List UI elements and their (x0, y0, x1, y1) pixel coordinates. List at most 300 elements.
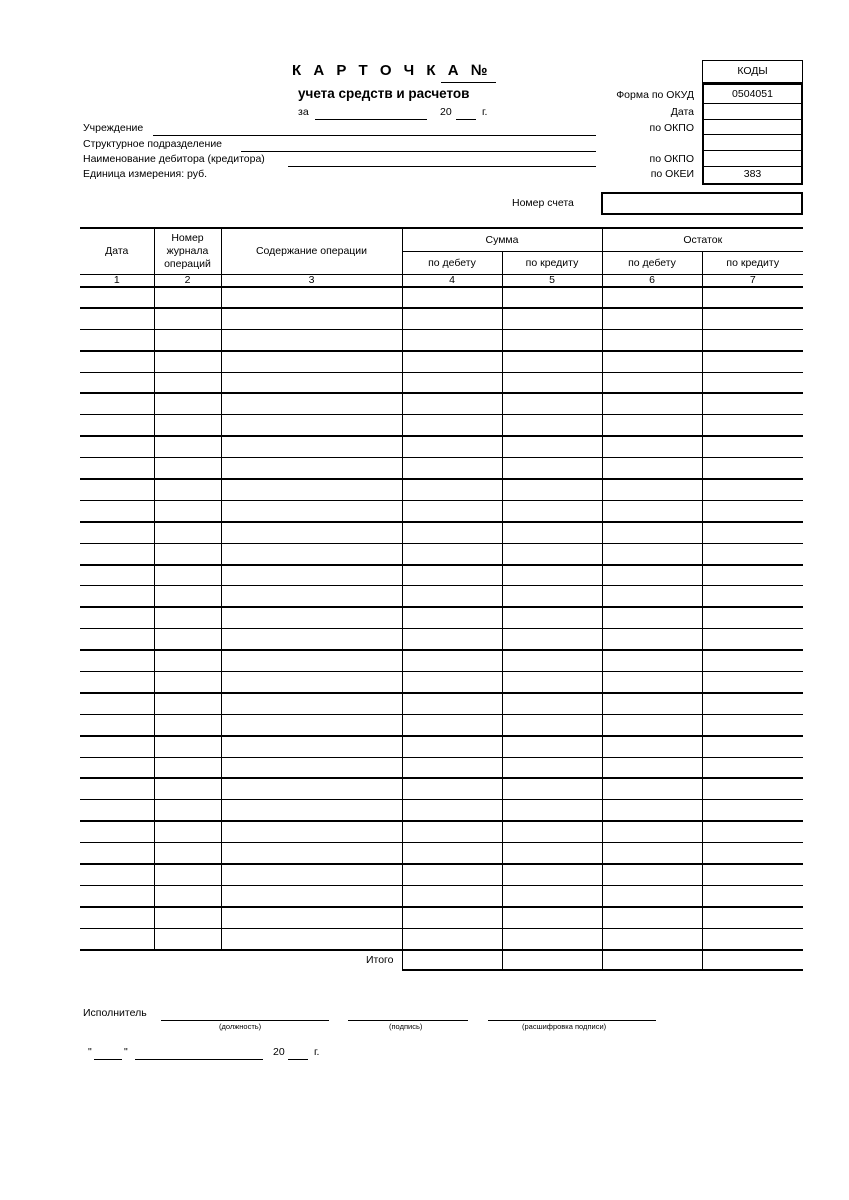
balance-credit-cell[interactable] (702, 458, 803, 479)
balance-debit-cell[interactable] (602, 543, 702, 564)
sum-debit-cell[interactable] (402, 821, 502, 842)
journal-cell[interactable] (154, 885, 221, 906)
date-cell[interactable] (80, 800, 154, 821)
date-cell[interactable] (80, 693, 154, 714)
total-label: Итого (365, 954, 394, 967)
journal-cell[interactable] (154, 928, 221, 949)
month-field[interactable] (135, 1059, 263, 1060)
table-row (80, 329, 803, 350)
sum-credit-cell[interactable] (502, 736, 602, 757)
sum-credit-cell[interactable] (502, 287, 602, 308)
account-number-field[interactable] (601, 192, 803, 215)
journal-cell[interactable] (154, 757, 221, 778)
content-cell[interactable] (221, 565, 402, 586)
total-balance-debit[interactable] (602, 950, 702, 970)
table-row (80, 800, 803, 821)
sum-credit-cell[interactable] (502, 693, 602, 714)
table-row (80, 479, 803, 500)
form-title: К А Р Т О Ч К А № (292, 62, 492, 79)
okud-code[interactable]: 0504051 (704, 85, 801, 104)
balance-credit-cell[interactable] (702, 329, 803, 350)
period-field[interactable] (315, 119, 427, 120)
sum-credit-cell[interactable] (502, 672, 602, 693)
journal-cell[interactable] (154, 458, 221, 479)
balance-credit-cell[interactable] (702, 565, 803, 586)
year-suffix: г. (482, 106, 488, 118)
sum-credit-cell[interactable] (502, 928, 602, 949)
balance-debit-cell[interactable] (602, 821, 702, 842)
day-field[interactable] (94, 1059, 122, 1060)
balance-credit-cell[interactable] (702, 800, 803, 821)
date-cell[interactable] (80, 714, 154, 735)
journal-cell[interactable] (154, 800, 221, 821)
card-number-field[interactable] (441, 82, 496, 83)
balance-debit-cell[interactable] (602, 885, 702, 906)
table-row (80, 308, 803, 329)
sum-credit-cell[interactable] (502, 500, 602, 521)
institution-label: Учреждение (83, 122, 144, 134)
balance-debit-cell[interactable] (602, 693, 702, 714)
content-cell[interactable] (221, 885, 402, 906)
journal-cell[interactable] (154, 907, 221, 928)
content-cell[interactable] (221, 757, 402, 778)
content-cell[interactable] (221, 821, 402, 842)
content-cell[interactable] (221, 351, 402, 372)
content-cell[interactable] (221, 907, 402, 928)
position-caption: (должность) (219, 1022, 262, 1031)
sum-debit-cell[interactable] (402, 607, 502, 628)
content-cell[interactable] (221, 329, 402, 350)
content-cell[interactable] (221, 522, 402, 543)
journal-cell[interactable] (154, 864, 221, 885)
total-balance-credit[interactable] (702, 950, 803, 970)
sum-debit-cell[interactable] (402, 928, 502, 949)
balance-debit-cell[interactable] (602, 458, 702, 479)
balance-credit-cell[interactable] (702, 436, 803, 457)
date-cell[interactable] (80, 329, 154, 350)
table-row (80, 672, 803, 693)
content-cell[interactable] (221, 843, 402, 864)
sum-credit-cell[interactable] (502, 864, 602, 885)
balance-debit-cell[interactable] (602, 629, 702, 650)
content-cell[interactable] (221, 372, 402, 393)
date-cell[interactable] (80, 629, 154, 650)
form-subtitle: учета средств и расчетов (298, 86, 470, 101)
ledger-body (80, 287, 803, 950)
date-cell[interactable] (80, 543, 154, 564)
balance-debit-cell[interactable] (602, 372, 702, 393)
sum-debit-cell[interactable] (402, 629, 502, 650)
balance-debit-cell[interactable] (602, 907, 702, 928)
balance-credit-cell[interactable] (702, 287, 803, 308)
group-sum-header: Сумма (402, 228, 602, 251)
blank-code[interactable] (704, 135, 801, 151)
okpo-code-1[interactable] (704, 120, 801, 135)
balance-debit-cell[interactable] (602, 757, 702, 778)
balance-credit-cell[interactable] (702, 351, 803, 372)
total-sum-debit[interactable] (402, 950, 502, 970)
balance-debit-cell[interactable] (602, 650, 702, 671)
balance-debit-cell[interactable] (602, 308, 702, 329)
sum-credit-cell[interactable] (502, 714, 602, 735)
sum-credit-cell[interactable] (502, 586, 602, 607)
sum-debit-cell[interactable] (402, 458, 502, 479)
sum-debit-cell[interactable] (402, 565, 502, 586)
decoding-field[interactable] (488, 1020, 656, 1021)
balance-credit-cell[interactable] (702, 522, 803, 543)
balance-credit-cell[interactable] (702, 821, 803, 842)
balance-credit-cell[interactable] (702, 672, 803, 693)
okei-code[interactable]: 383 (743, 168, 762, 180)
institution-field[interactable] (153, 135, 596, 136)
date-cell[interactable] (80, 672, 154, 693)
year-prefix: 20 (440, 106, 452, 118)
table-row (80, 607, 803, 628)
sum-debit-cell[interactable] (402, 500, 502, 521)
content-cell[interactable] (221, 287, 402, 308)
balance-credit-cell[interactable] (702, 543, 803, 564)
sum-credit-cell[interactable] (502, 351, 602, 372)
journal-cell[interactable] (154, 843, 221, 864)
sum-credit-cell[interactable] (502, 479, 602, 500)
sum-debit-cell[interactable] (402, 436, 502, 457)
table-row (80, 522, 803, 543)
balance-credit-cell[interactable] (702, 629, 803, 650)
journal-cell[interactable] (154, 351, 221, 372)
col-num-7: 7 (702, 274, 803, 287)
balance-debit-cell[interactable] (602, 436, 702, 457)
balance-debit-cell[interactable] (602, 500, 702, 521)
content-cell[interactable] (221, 714, 402, 735)
sum-debit-cell[interactable] (402, 885, 502, 906)
balance-credit-cell[interactable] (702, 372, 803, 393)
balance-debit-cell[interactable] (602, 736, 702, 757)
content-cell[interactable] (221, 800, 402, 821)
subdivision-field[interactable] (241, 151, 596, 152)
sum-debit-cell[interactable] (402, 351, 502, 372)
journal-cell[interactable] (154, 650, 221, 671)
date-label: Дата (670, 106, 694, 118)
sum-credit-cell[interactable] (502, 372, 602, 393)
balance-credit-cell[interactable] (702, 736, 803, 757)
balance-debit-cell[interactable] (602, 329, 702, 350)
date-cell[interactable] (80, 843, 154, 864)
date-cell[interactable] (80, 522, 154, 543)
balance-credit-cell[interactable] (702, 479, 803, 500)
journal-cell[interactable] (154, 479, 221, 500)
sum-credit-cell[interactable] (502, 415, 602, 436)
date-cell[interactable] (80, 308, 154, 329)
unit-label: Единица измерения: руб. (83, 168, 208, 180)
balance-debit-cell[interactable] (602, 800, 702, 821)
table-row (80, 629, 803, 650)
date-cell[interactable] (80, 885, 154, 906)
content-cell[interactable] (221, 864, 402, 885)
sum-credit-cell[interactable] (502, 329, 602, 350)
sum-credit-cell[interactable] (502, 757, 602, 778)
signature-field[interactable] (348, 1020, 468, 1021)
sum-debit-cell[interactable] (402, 864, 502, 885)
date-cell[interactable] (80, 586, 154, 607)
journal-cell[interactable] (154, 372, 221, 393)
content-cell[interactable] (221, 693, 402, 714)
sum-debit-cell[interactable] (402, 714, 502, 735)
sum-debit-cell[interactable] (402, 372, 502, 393)
quote-open: " (88, 1046, 92, 1058)
sum-debit-cell[interactable] (402, 329, 502, 350)
date-cell[interactable] (80, 351, 154, 372)
sum-debit-cell[interactable] (402, 479, 502, 500)
journal-cell[interactable] (154, 736, 221, 757)
journal-cell[interactable] (154, 672, 221, 693)
balance-credit-cell[interactable] (702, 778, 803, 799)
table-row (80, 500, 803, 521)
table-row (80, 436, 803, 457)
ledger-table (80, 227, 803, 971)
total-sum-credit[interactable] (502, 950, 602, 970)
sum-credit-cell[interactable] (502, 436, 602, 457)
content-cell[interactable] (221, 500, 402, 521)
okpo-code-2[interactable] (704, 151, 801, 167)
content-cell[interactable] (221, 928, 402, 949)
balance-debit-cell[interactable] (602, 672, 702, 693)
date-cell[interactable] (80, 287, 154, 308)
balance-debit-cell[interactable] (602, 778, 702, 799)
content-cell[interactable] (221, 650, 402, 671)
codes-header: КОДЫ (702, 60, 803, 83)
balance-debit-cell[interactable] (602, 351, 702, 372)
account-label: Номер счета (512, 197, 574, 209)
okud-label: Форма по ОКУД (616, 89, 694, 101)
col-content-header: Содержание операции (221, 228, 402, 274)
balance-credit-header: по кредиту (702, 251, 803, 274)
table-row (80, 415, 803, 436)
table-row (80, 372, 803, 393)
date-cell[interactable] (80, 415, 154, 436)
journal-cell[interactable] (154, 586, 221, 607)
balance-credit-cell[interactable] (702, 757, 803, 778)
balance-debit-cell[interactable] (602, 522, 702, 543)
sum-credit-cell[interactable] (502, 565, 602, 586)
sum-debit-cell[interactable] (402, 308, 502, 329)
sum-credit-cell[interactable] (502, 458, 602, 479)
journal-cell[interactable] (154, 693, 221, 714)
journal-cell[interactable] (154, 436, 221, 457)
table-row (80, 843, 803, 864)
balance-credit-cell[interactable] (702, 885, 803, 906)
okei-label: по ОКЕИ (650, 168, 694, 180)
sum-credit-cell[interactable] (502, 543, 602, 564)
col-num-4: 4 (402, 274, 502, 287)
balance-debit-cell[interactable] (602, 393, 702, 414)
journal-cell[interactable] (154, 778, 221, 799)
table-row (80, 821, 803, 842)
signature-caption: (подпись) (389, 1022, 423, 1031)
sum-debit-cell[interactable] (402, 287, 502, 308)
sum-debit-cell[interactable] (402, 778, 502, 799)
balance-credit-cell[interactable] (702, 607, 803, 628)
col-num-3: 3 (221, 274, 402, 287)
balance-credit-cell[interactable] (702, 928, 803, 949)
date-cell[interactable] (80, 736, 154, 757)
balance-debit-cell[interactable] (602, 565, 702, 586)
sum-debit-cell[interactable] (402, 672, 502, 693)
table-row (80, 693, 803, 714)
sum-debit-cell[interactable] (402, 736, 502, 757)
sum-credit-cell[interactable] (502, 778, 602, 799)
date-cell[interactable] (80, 500, 154, 521)
table-row (80, 458, 803, 479)
table-row (80, 650, 803, 671)
journal-cell[interactable] (154, 522, 221, 543)
footer-year-suffix: г. (314, 1046, 320, 1058)
content-cell[interactable] (221, 436, 402, 457)
journal-cell[interactable] (154, 565, 221, 586)
balance-debit-cell[interactable] (602, 607, 702, 628)
content-cell[interactable] (221, 479, 402, 500)
balance-credit-cell[interactable] (702, 843, 803, 864)
balance-debit-cell[interactable] (602, 714, 702, 735)
sum-credit-cell[interactable] (502, 885, 602, 906)
sum-credit-cell[interactable] (502, 843, 602, 864)
table-row (80, 565, 803, 586)
date-cell[interactable] (80, 372, 154, 393)
date-cell[interactable] (80, 821, 154, 842)
balance-debit-cell[interactable] (602, 415, 702, 436)
balance-credit-cell[interactable] (702, 693, 803, 714)
sum-debit-cell[interactable] (402, 650, 502, 671)
table-row (80, 907, 803, 928)
date-cell[interactable] (80, 907, 154, 928)
sum-credit-cell[interactable] (502, 522, 602, 543)
balance-credit-cell[interactable] (702, 907, 803, 928)
okpo-label-2: по ОКПО (649, 153, 694, 165)
sum-debit-cell[interactable] (402, 843, 502, 864)
balance-debit-cell[interactable] (602, 928, 702, 949)
date-code[interactable] (704, 104, 801, 120)
sum-credit-header: по кредиту (502, 251, 602, 274)
sum-debit-cell[interactable] (402, 907, 502, 928)
balance-debit-cell[interactable] (602, 287, 702, 308)
sum-debit-cell[interactable] (402, 586, 502, 607)
content-cell[interactable] (221, 393, 402, 414)
date-cell[interactable] (80, 479, 154, 500)
date-cell[interactable] (80, 650, 154, 671)
quote-close: " (124, 1046, 128, 1058)
content-cell[interactable] (221, 778, 402, 799)
content-cell[interactable] (221, 672, 402, 693)
balance-credit-cell[interactable] (702, 650, 803, 671)
date-cell[interactable] (80, 393, 154, 414)
balance-credit-cell[interactable] (702, 500, 803, 521)
sum-debit-cell[interactable] (402, 393, 502, 414)
table-row (80, 351, 803, 372)
journal-cell[interactable] (154, 329, 221, 350)
okpo-label-1: по ОКПО (649, 122, 694, 134)
balance-credit-cell[interactable] (702, 586, 803, 607)
table-row (80, 757, 803, 778)
sum-credit-cell[interactable] (502, 629, 602, 650)
date-cell[interactable] (80, 928, 154, 949)
journal-cell[interactable] (154, 287, 221, 308)
sum-credit-cell[interactable] (502, 650, 602, 671)
content-cell[interactable] (221, 458, 402, 479)
sum-debit-cell[interactable] (402, 693, 502, 714)
journal-cell[interactable] (154, 629, 221, 650)
balance-credit-cell[interactable] (702, 308, 803, 329)
journal-cell[interactable] (154, 308, 221, 329)
balance-credit-cell[interactable] (702, 415, 803, 436)
table-row (80, 586, 803, 607)
balance-credit-cell[interactable] (702, 714, 803, 735)
col-num-5: 5 (502, 274, 602, 287)
sum-debit-cell[interactable] (402, 800, 502, 821)
content-cell[interactable] (221, 543, 402, 564)
table-row (80, 736, 803, 757)
footer-year-field[interactable] (288, 1059, 308, 1060)
sum-debit-cell[interactable] (402, 415, 502, 436)
content-cell[interactable] (221, 736, 402, 757)
sum-debit-cell[interactable] (402, 522, 502, 543)
balance-credit-cell[interactable] (702, 393, 803, 414)
date-cell[interactable] (80, 565, 154, 586)
balance-debit-cell[interactable] (602, 864, 702, 885)
balance-debit-cell[interactable] (602, 843, 702, 864)
balance-credit-cell[interactable] (702, 864, 803, 885)
journal-cell[interactable] (154, 821, 221, 842)
content-cell[interactable] (221, 586, 402, 607)
journal-cell[interactable] (154, 714, 221, 735)
journal-cell[interactable] (154, 415, 221, 436)
date-cell[interactable] (80, 436, 154, 457)
balance-debit-cell[interactable] (602, 586, 702, 607)
date-cell[interactable] (80, 864, 154, 885)
sum-credit-cell[interactable] (502, 907, 602, 928)
journal-cell[interactable] (154, 500, 221, 521)
table-row (80, 928, 803, 949)
table-row (80, 393, 803, 414)
sum-credit-cell[interactable] (502, 800, 602, 821)
date-cell[interactable] (80, 757, 154, 778)
sum-credit-cell[interactable] (502, 393, 602, 414)
debtor-field[interactable] (288, 166, 596, 167)
balance-debit-cell[interactable] (602, 479, 702, 500)
year-field[interactable] (456, 119, 476, 120)
content-cell[interactable] (221, 308, 402, 329)
date-cell[interactable] (80, 778, 154, 799)
journal-cell[interactable] (154, 393, 221, 414)
sum-debit-cell[interactable] (402, 757, 502, 778)
col-num-1: 1 (80, 274, 154, 287)
sum-credit-cell[interactable] (502, 821, 602, 842)
sum-credit-cell[interactable] (502, 308, 602, 329)
debtor-label: Наименование дебитора (кредитора) (83, 153, 265, 165)
position-field[interactable] (161, 1020, 329, 1021)
content-cell[interactable] (221, 415, 402, 436)
balance-debit-header: по дебету (602, 251, 702, 274)
decoding-caption: (расшифровка подписи) (522, 1022, 607, 1031)
journal-cell[interactable] (154, 543, 221, 564)
journal-cell[interactable] (154, 607, 221, 628)
table-row (80, 287, 803, 308)
executor-label: Исполнитель (83, 1007, 147, 1019)
date-cell[interactable] (80, 607, 154, 628)
content-cell[interactable] (221, 629, 402, 650)
sum-credit-cell[interactable] (502, 607, 602, 628)
date-cell[interactable] (80, 458, 154, 479)
sum-debit-cell[interactable] (402, 543, 502, 564)
content-cell[interactable] (221, 607, 402, 628)
